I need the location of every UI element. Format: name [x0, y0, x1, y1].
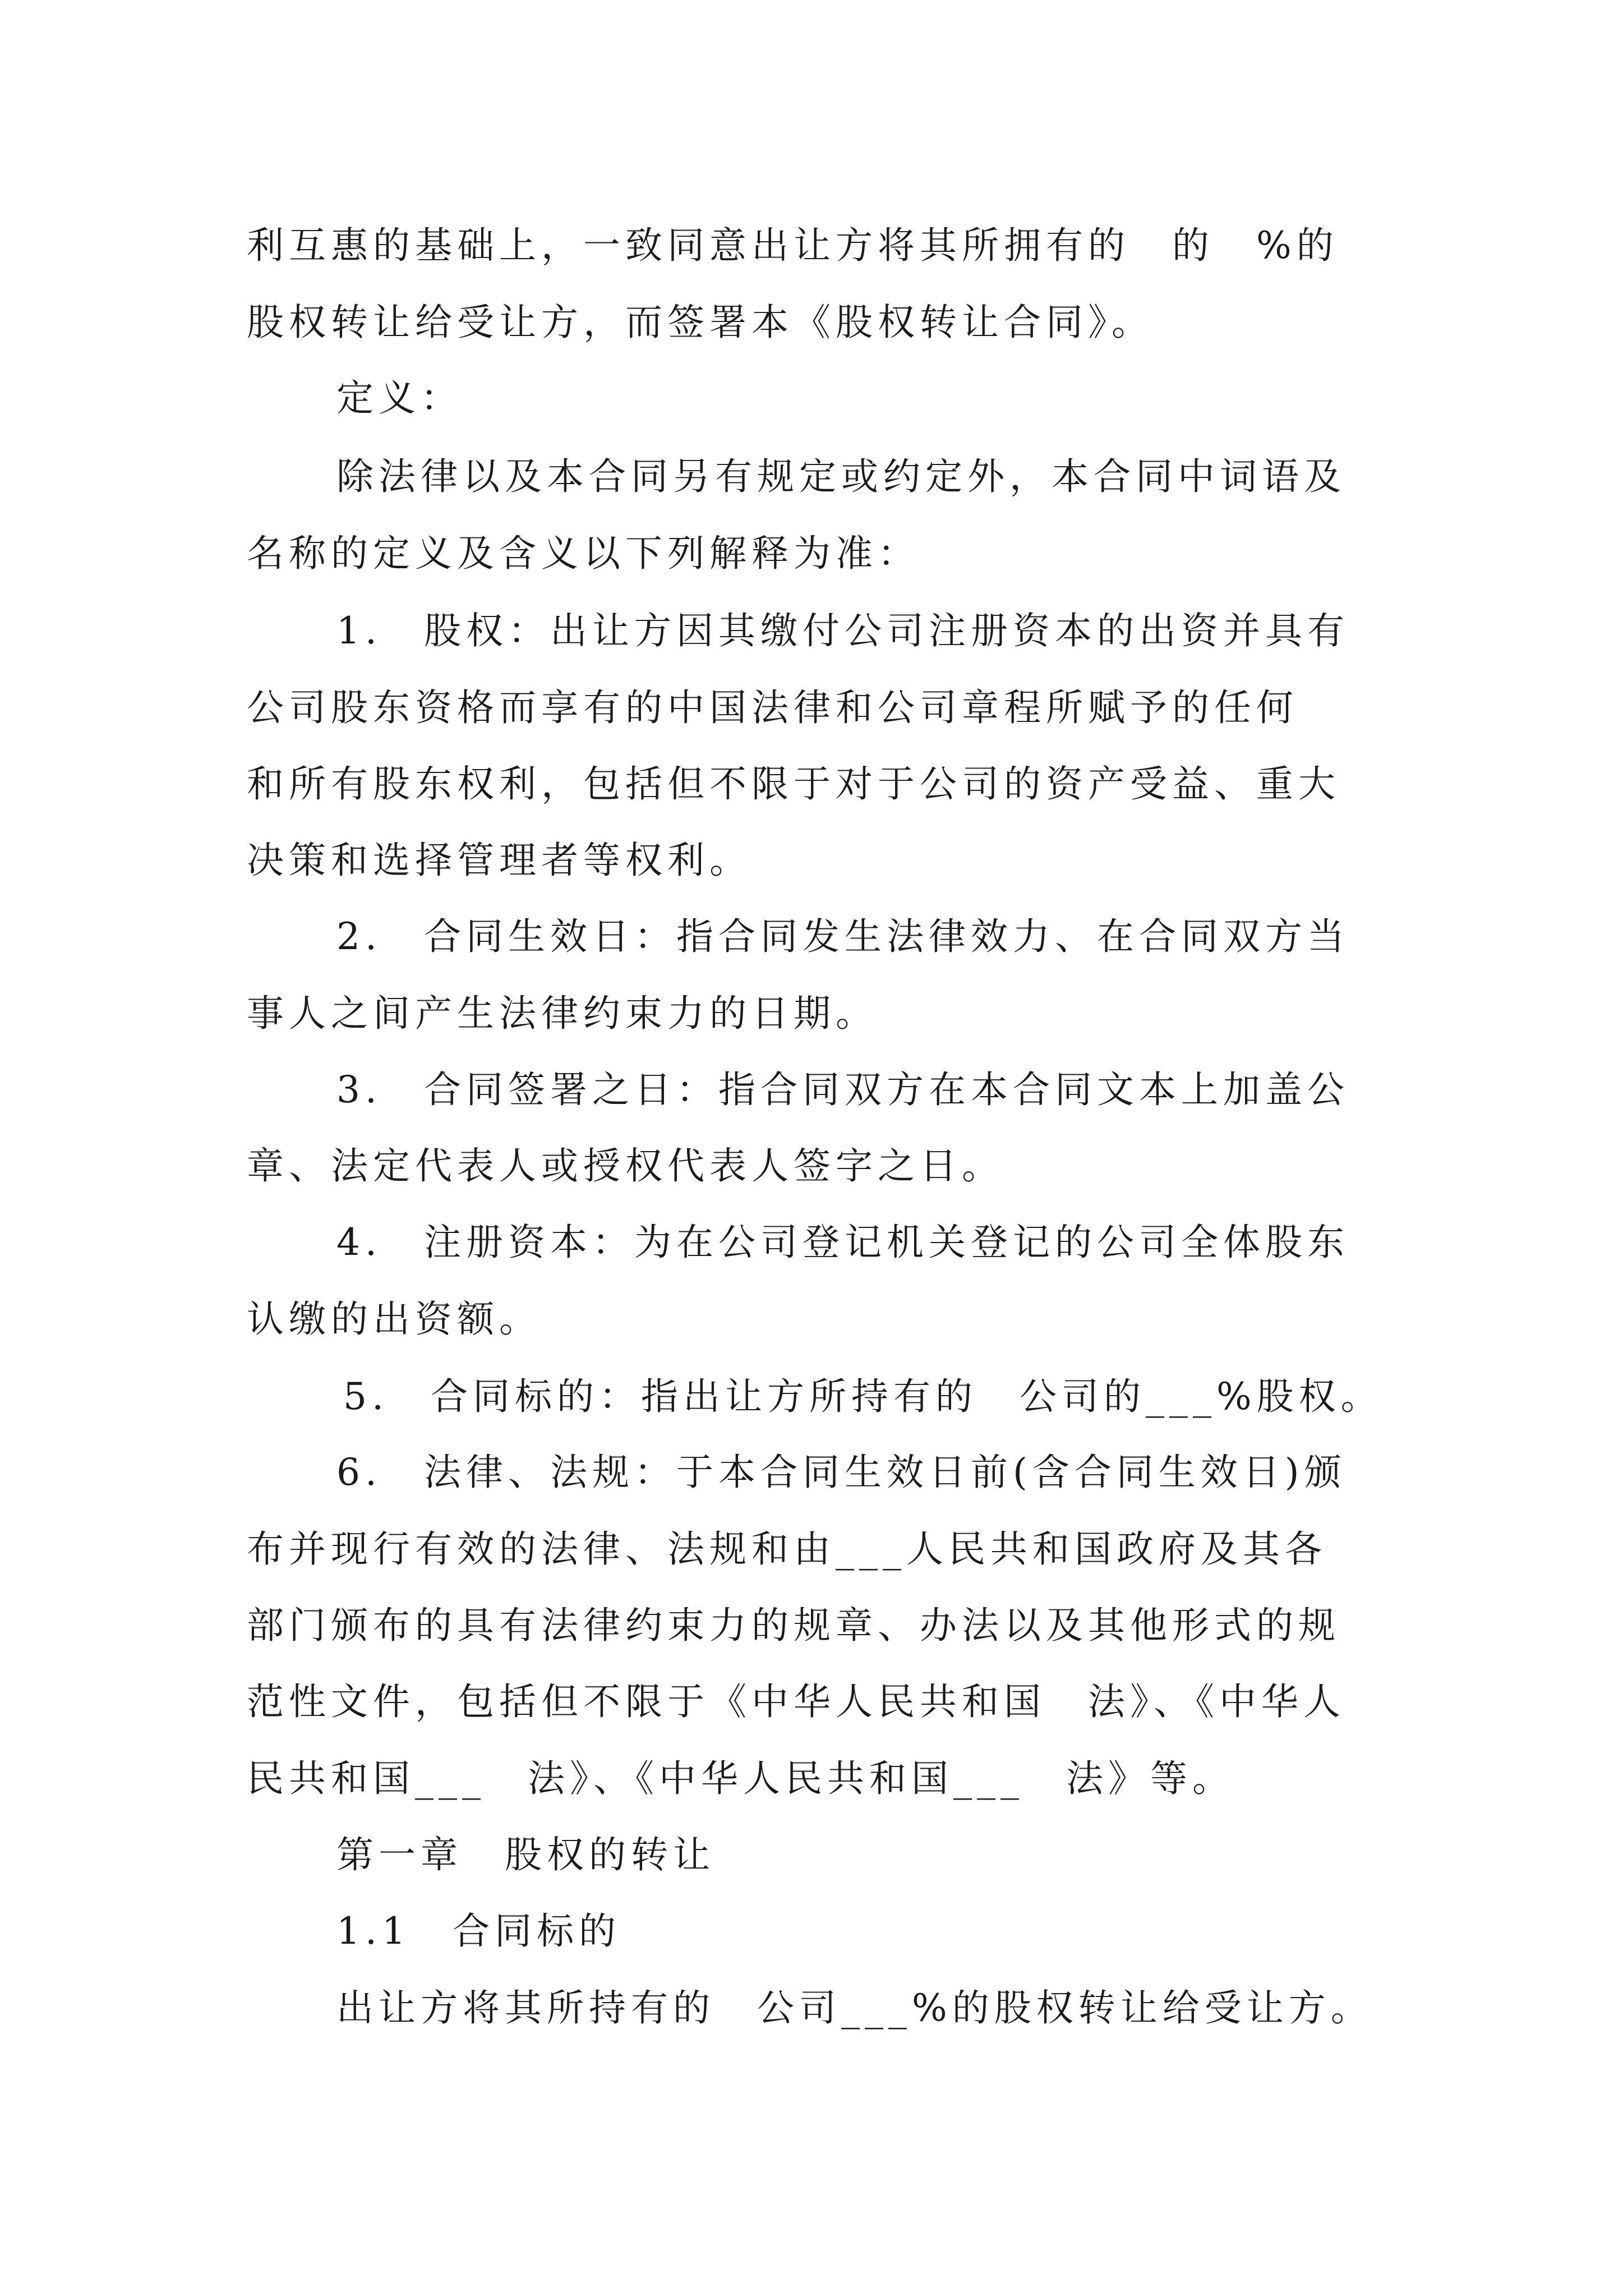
definition-item-1: 1. 股权：出让方因其缴付公司注册资本的出资并具有 [336, 609, 1349, 652]
paragraph-line: 布并现行有效的法律、法规和由___人民共和国政府及其各 [247, 1527, 1327, 1571]
paragraph-line: 出让方将其所持有的 公司___%的股权转让给受让方。 [336, 1986, 1373, 2030]
paragraph-line: 名称的定义及含义以下列解释为准： [247, 532, 920, 575]
paragraph-line: 民共和国___ 法》、《中华人民共和国___ 法》等。 [247, 1757, 1234, 1800]
paragraph-line: 和所有股东权利，包括但不限于对于公司的资产受益、重大 [247, 762, 1340, 806]
definition-item-3: 3. 合同签署之日：指合同双方在本合同文本上加盖公 [336, 1068, 1349, 1111]
definition-item-2: 2. 合同生效日：指合同发生法律效力、在合同双方当 [336, 915, 1349, 958]
definition-item-4: 4. 注册资本：为在公司登记机关登记的公司全体股东 [336, 1221, 1349, 1264]
paragraph-line: 认缴的出资额。 [247, 1297, 541, 1341]
paragraph-line: 范性文件，包括但不限于《中华人民共和国 法》、《中华人 [247, 1680, 1345, 1723]
paragraph-line: 事人之间产生法律约束力的日期。 [247, 992, 878, 1035]
paragraph-line: 部门颁布的具有法律约束力的规章、办法以及其他形式的规 [247, 1604, 1340, 1647]
paragraph-line: 股权转让给受让方，而签署本《股权转让合同》。 [247, 301, 1154, 344]
subsection-heading: 1.1 合同标的 [336, 1910, 621, 1953]
paragraph-line: 章、法定代表人或授权代表人签字之日。 [247, 1144, 1004, 1188]
paragraph-line: 决策和选择管理者等权利。 [247, 839, 751, 882]
definition-item-6: 6. 法律、法规：于本合同生效日前(含合同生效日)颁 [336, 1451, 1347, 1494]
paragraph-line: 公司股东资格而享有的中国法律和公司章程所赋予的任何 [247, 686, 1298, 729]
section-heading-definitions: 定义： [336, 376, 463, 420]
paragraph-line: 利互惠的基础上，一致同意出让方将其所拥有的 的 %的 [247, 224, 1339, 267]
chapter-heading: 第一章 股权的转让 [336, 1833, 715, 1876]
definition-item-5: 5. 合同标的：指出让方所持有的 公司的___%股权。 [343, 1375, 1383, 1418]
paragraph-line: 除法律以及本合同另有规定或约定外，本合同中词语及 [336, 455, 1346, 498]
